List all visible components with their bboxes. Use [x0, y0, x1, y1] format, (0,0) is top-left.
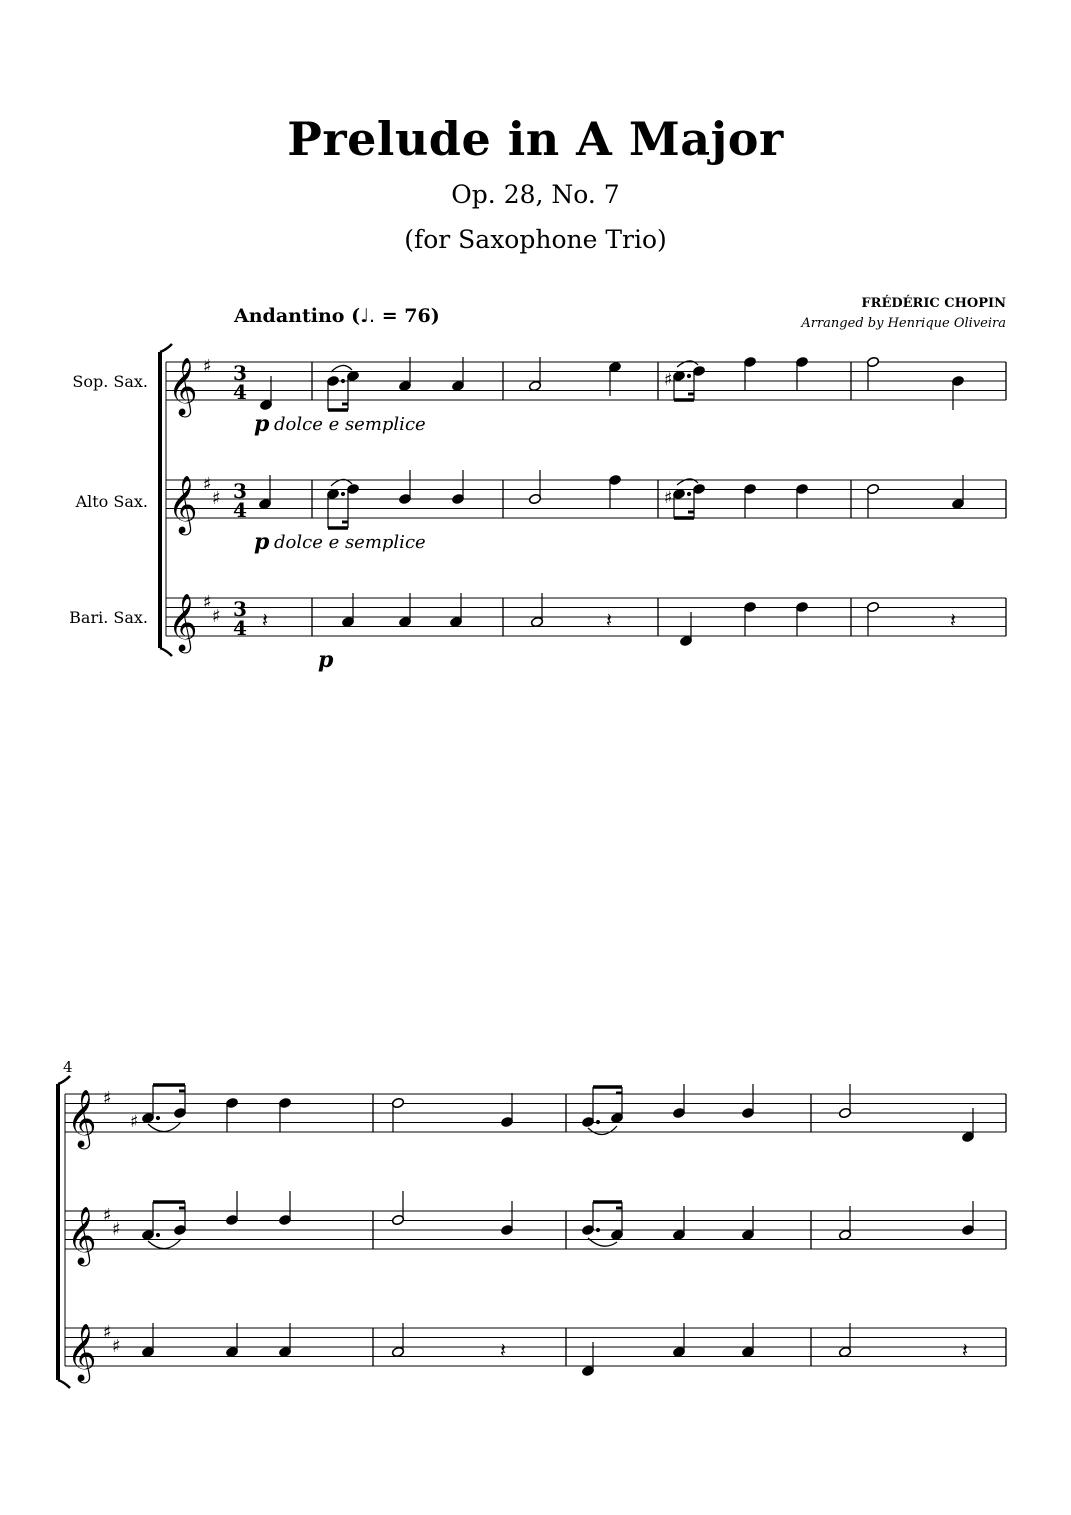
svg-text:♯: ♯ — [664, 488, 673, 508]
time-signature-bottom: 4 — [233, 616, 247, 640]
instrument-label-alto: Alto Sax. — [75, 492, 148, 511]
sharp-icon: ♯ — [212, 606, 221, 627]
time-signature-bottom: 4 — [233, 380, 247, 404]
sharp-icon: ♯ — [103, 1088, 112, 1109]
quarter-rest-icon: 𝄽 — [500, 1338, 507, 1362]
sharp-icon: ♯ — [203, 356, 212, 377]
sharp-icon: ♯ — [203, 474, 212, 495]
quarter-rest-icon: 𝄽 — [606, 608, 613, 632]
score-title: Prelude in A Major — [287, 112, 784, 166]
treble-clef-icon: 𝄞 — [67, 1089, 97, 1147]
quarter-rest-icon: 𝄽 — [950, 608, 957, 632]
quarter-rest-icon: 𝄽 — [962, 1338, 969, 1362]
svg-text:♯: ♯ — [130, 1112, 139, 1132]
dynamic-piano: p — [318, 647, 334, 673]
sharp-icon: ♯ — [103, 1205, 112, 1226]
svg-text:♯: ♯ — [664, 370, 673, 390]
treble-clef-icon: 𝄞 — [168, 593, 198, 651]
dynamic-piano: p — [254, 529, 270, 555]
treble-clef-icon: 𝄞 — [67, 1323, 97, 1381]
time-signature-top: 3 — [233, 597, 247, 621]
tempo-value: = 76 — [381, 305, 431, 327]
time-signature-top: 3 — [233, 361, 247, 385]
measure-number: 4 — [63, 1058, 73, 1076]
tempo-text: Andantino — [234, 305, 345, 327]
treble-clef-icon: 𝄞 — [168, 475, 198, 533]
instrument-label-baritone: Bari. Sax. — [69, 608, 148, 627]
sharp-icon: ♯ — [212, 488, 221, 509]
treble-clef-icon: 𝄞 — [168, 357, 198, 415]
composer: FRÉDÉRIC CHOPIN — [861, 296, 1006, 311]
instrumentation: (for Saxophone Trio) — [404, 225, 667, 254]
instrument-label-soprano: Sop. Sax. — [72, 372, 148, 391]
system-2 — [58, 1076, 1006, 1388]
sharp-icon: ♯ — [112, 1336, 121, 1357]
system-1 — [160, 344, 1006, 656]
sharp-icon: ♯ — [203, 592, 212, 613]
dynamic-piano: p — [254, 411, 270, 437]
sharp-icon: ♯ — [112, 1219, 121, 1240]
quarter-rest-icon: 𝄽 — [262, 608, 269, 632]
tempo-marking: Andantino (♩. = 76) — [234, 305, 440, 327]
expression-text: dolce e semplice — [274, 532, 426, 553]
time-signature-top: 3 — [233, 479, 247, 503]
opus-number: Op. 28, No. 7 — [451, 180, 620, 209]
sharp-icon: ♯ — [103, 1322, 112, 1343]
dotted-quarter-note-icon: ♩. — [360, 305, 376, 327]
time-signature-bottom: 4 — [233, 498, 247, 522]
system-1-signatures — [168, 356, 221, 654]
arranger: Arranged by Henrique Oliveira — [801, 316, 1006, 331]
expression-text: dolce e semplice — [274, 414, 426, 435]
treble-clef-icon: 𝄞 — [67, 1206, 97, 1264]
